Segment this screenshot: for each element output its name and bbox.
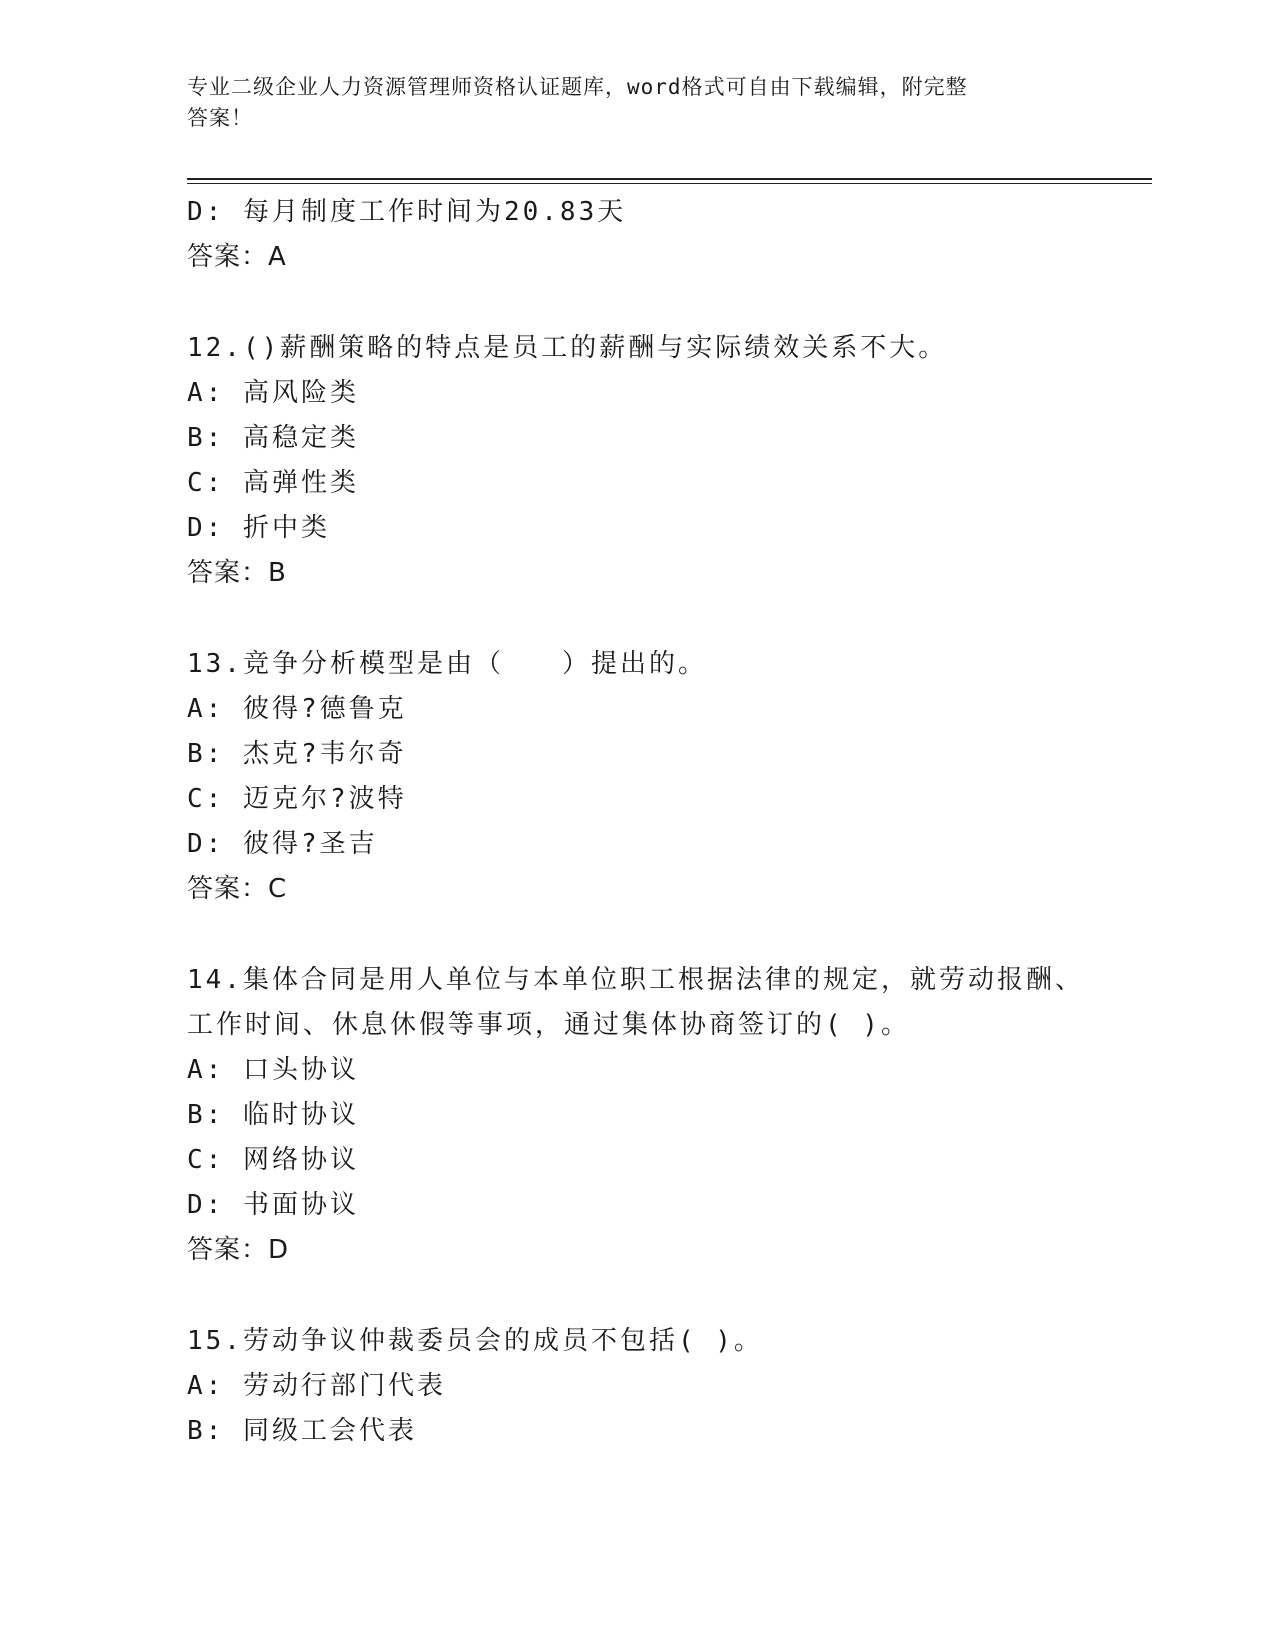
option-b: B: 杰克?韦尔奇 — [187, 739, 407, 769]
question-text — [187, 642, 1087, 687]
question-13 — [187, 642, 1087, 912]
option-b: B: 临时协议 — [187, 1100, 359, 1130]
answer-line: 答案：C — [187, 874, 288, 904]
question-text — [187, 326, 1087, 371]
question-list — [187, 190, 1087, 1454]
option-d: D: 每月制度工作时间为20.83天 — [187, 197, 627, 227]
option-d: D: 书面协议 — [187, 1190, 359, 1220]
document-header — [187, 72, 1067, 134]
question-text-line: 工作时间、休息休假等事项，通过集体协商签订的( )。 — [187, 1010, 910, 1040]
question-text-line: 12.()薪酬策略的特点是员工的薪酬与实际绩效关系不大。 — [187, 333, 948, 363]
option-c: C: 迈克尔?波特 — [187, 784, 407, 814]
option-d: D: 折中类 — [187, 513, 330, 543]
header-rule-thin — [187, 183, 1152, 184]
answer-line: 答案：D — [187, 1235, 290, 1265]
answer-line: 答案：B — [187, 558, 287, 588]
question-12 — [187, 326, 1087, 596]
question-14 — [187, 958, 1087, 1273]
option-d: D: 彼得?圣吉 — [187, 829, 378, 859]
question-11-tail — [187, 190, 1087, 280]
header-line-1: 专业二级企业人力资源管理师资格认证题库，word格式可自由下载编辑，附完整 — [187, 75, 968, 99]
question-text-line: 13.竞争分析模型是由（ ）提出的。 — [187, 649, 707, 679]
question-text-line: 15.劳动争议仲裁委员会的成员不包括( )。 — [187, 1326, 763, 1356]
option-b: B: 同级工会代表 — [187, 1416, 417, 1446]
option-a: A: 高风险类 — [187, 378, 359, 408]
answer-line: 答案：A — [187, 242, 287, 272]
option-a: A: 口头协议 — [187, 1055, 359, 1085]
question-text — [187, 1319, 1087, 1364]
option-b: B: 高稳定类 — [187, 423, 359, 453]
option-c: C: 高弹性类 — [187, 468, 359, 498]
question-text-line: 14.集体合同是用人单位与本单位职工根据法律的规定，就劳动报酬、 — [187, 965, 1084, 995]
option-a: A: 彼得?德鲁克 — [187, 694, 407, 724]
option-c: C: 网络协议 — [187, 1145, 359, 1175]
option-a: A: 劳动行部门代表 — [187, 1371, 446, 1401]
header-rule-thick — [187, 178, 1152, 180]
header-line-2: 答案！ — [187, 106, 253, 130]
question-15 — [187, 1319, 1087, 1454]
question-text — [187, 958, 1087, 1048]
